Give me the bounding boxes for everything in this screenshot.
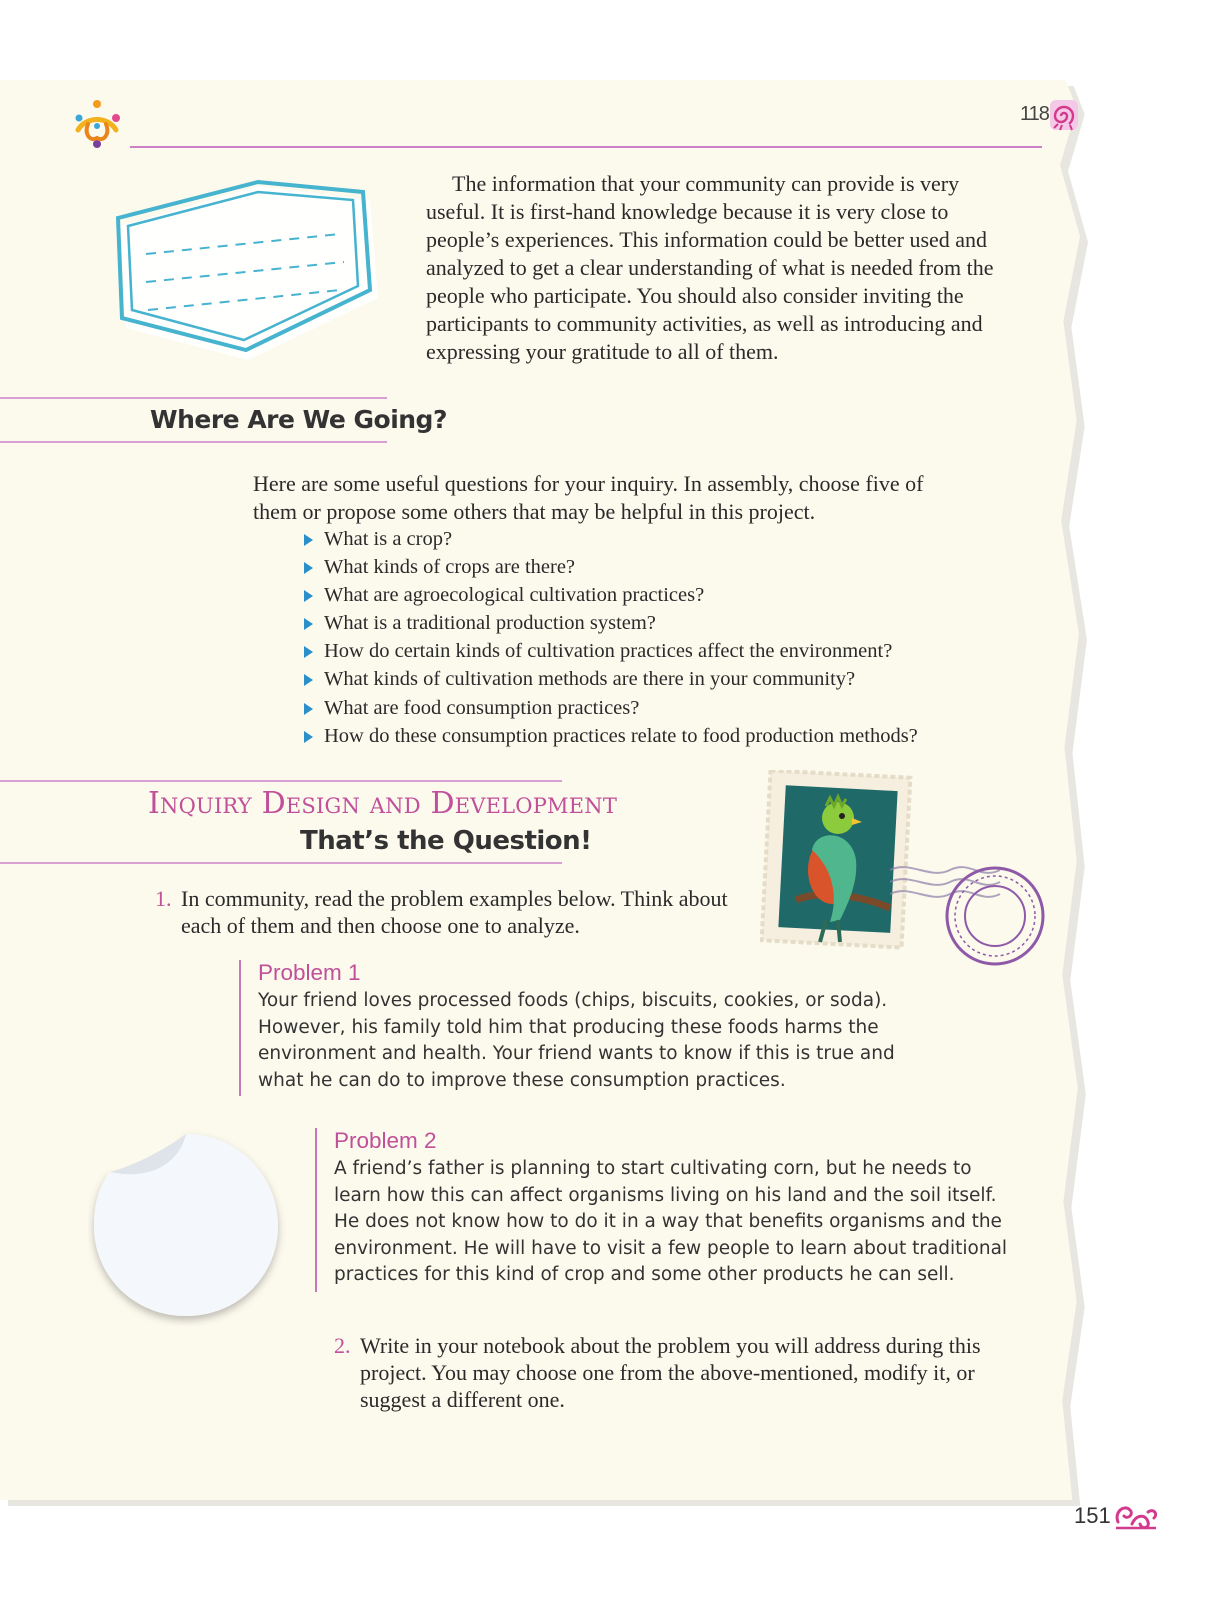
- page-number: 151: [1074, 1503, 1111, 1528]
- step-text: Write in your notebook about the problem you will address during this project. You may choose one from the above-mentioned, modify it, or suggest a different one.: [360, 1333, 981, 1412]
- problem-text: A friend’s father is planning to start cultivating corn, but he needs to learn how this can affect organisms living on his land and the soil itself. He does not know how to do it in a way that benefits organisms and the environment. He will have to visit a few people to learn about traditional practices for this kind of crop and some other products he can sell.: [334, 1158, 1008, 1286]
- postmark-icon: [940, 862, 1050, 970]
- list-item: How do certain kinds of cultivation practices affect the environment?: [302, 637, 918, 665]
- problem-text: Your friend loves processed foods (chips, biscuits, cookies, or soda). However, his family told him that producing these foods harms the environment and health. Your friend wants to know if this is true and what he can do to improve these consumption practices.: [258, 990, 895, 1091]
- step-text: In community, read the problem examples below. Think about each of them and then choose one to analyze.: [181, 886, 728, 938]
- spiral-glyph-icon: [1048, 98, 1082, 134]
- problem-2: [315, 1128, 1014, 1292]
- heading-where-going: Where Are We Going?: [150, 405, 447, 434]
- section-number: 118: [1020, 103, 1049, 125]
- question-list: [302, 525, 918, 750]
- problem-title: Problem 2: [334, 1128, 437, 1153]
- heading-rule-top: [0, 397, 387, 399]
- list-item: What kinds of cultivation methods are there in your community?: [302, 665, 918, 693]
- heading-inquiry: Inquiry Design and Development: [148, 786, 618, 821]
- heading-question: That’s the Question!: [300, 826, 592, 856]
- header-rule: [130, 146, 1042, 148]
- questions-intro: Here are some useful questions for your inquiry. In assembly, choose five of them or propose some others that may be helpful in this project.: [253, 471, 924, 524]
- list-item: What is a traditional production system?: [302, 609, 918, 637]
- inquiry-rule-bottom: [0, 862, 562, 864]
- notepad-frame-icon: [108, 178, 388, 363]
- blank-sticker-icon: [88, 1126, 288, 1326]
- heading-rule-bottom: [0, 441, 387, 443]
- list-item: What kinds of crops are there?: [302, 553, 918, 581]
- list-item: How do these consumption practices relate to food production methods?: [302, 722, 918, 750]
- step-number: 1.: [155, 886, 172, 911]
- community-logo-icon: [70, 98, 126, 152]
- intro-paragraph: The information that your community can provide is very useful. It is first-hand knowledge because it is very close to people’s experiences. This information could be better used and analyzed to get a clear understanding of what is needed from the people who participate. You should also consider inviting the participants to community activities, as well as introducing and expressing your gratitude to all of them.: [426, 171, 994, 364]
- page-ornament-icon: [1112, 1500, 1160, 1534]
- list-item: What is a crop?: [302, 525, 918, 553]
- step-number: 2.: [334, 1333, 351, 1358]
- list-item: What are food consumption practices?: [302, 694, 918, 722]
- problem-title: Problem 1: [258, 960, 361, 985]
- step-1: [155, 885, 755, 939]
- inquiry-rule-top: [0, 780, 562, 782]
- step-2: [334, 1332, 1004, 1413]
- problem-1: [239, 960, 898, 1096]
- list-item: What are agroecological cultivation practices?: [302, 581, 918, 609]
